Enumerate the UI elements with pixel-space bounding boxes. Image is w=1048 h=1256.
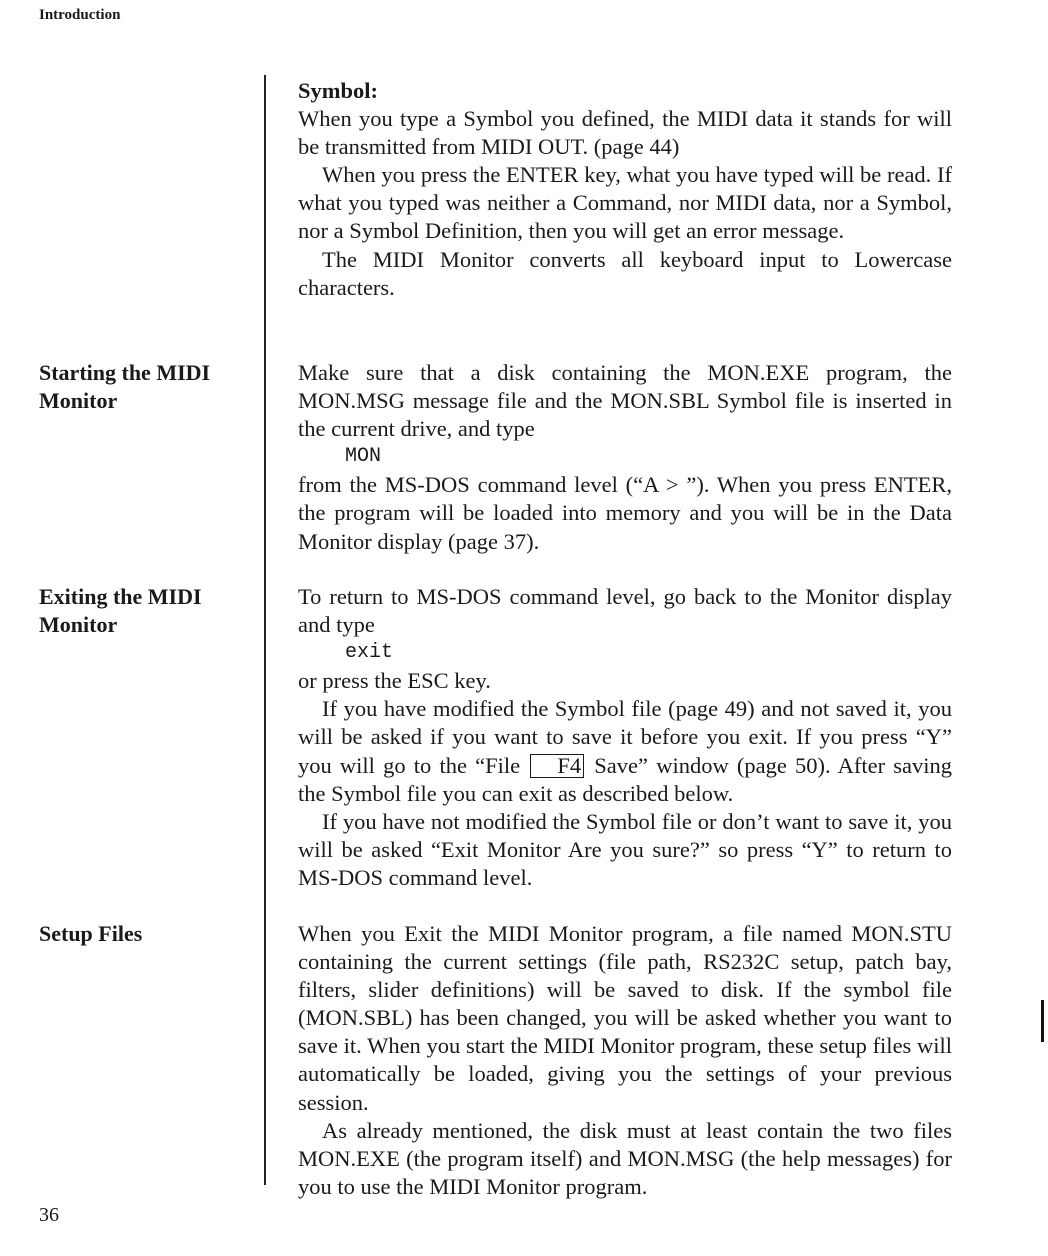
symbol-paragraph-3: The MIDI Monitor converts all keyboard input to Lowercase characters. <box>298 246 952 300</box>
scan-edge-mark <box>1041 1000 1044 1042</box>
starting-side-heading: Starting the MIDI Monitor <box>39 360 211 413</box>
column-rule <box>264 75 266 1185</box>
exiting-paragraph-3 <box>298 695 952 807</box>
setup-section <box>298 920 952 1201</box>
exiting-side-heading: Exiting the MIDI Monitor <box>39 584 202 637</box>
command-mon: MON <box>345 445 382 469</box>
exiting-paragraph-1: To return to MS-DOS command level, go back to the Monitor display and type <box>298 584 952 638</box>
symbol-paragraph-1: When you type a Symbol you defined, the MIDI data it stands for will be transmitted from MIDI OUT. (page 44) <box>298 106 952 160</box>
starting-paragraph-2: from the MS-DOS command level (“A > ”). When you press ENTER, the program will be loaded into memory and you will be in the Data Monitor display (page 37). <box>298 472 952 554</box>
starting-paragraph-1: Make sure that a disk containing the MON.EXE program, the MON.MSG message file and the MON.SBL Symbol file is inserted in the current drive, and type <box>298 360 952 442</box>
setup-side-heading: Setup Files <box>39 921 143 946</box>
setup-paragraph-1: When you Exit the MIDI Monitor program, a file named MON.STU containing the current settings (file path, RS232C setup, patch bay, filters, slider definitions) will be saved to disk. If the symbol file (MON.SBL) has been changed, you will be asked whether you want to save it. When you start the MIDI Monitor program, these setup files will automatically be loaded, giving you the settings of your previous session. <box>298 921 952 1115</box>
setup-paragraph-2: As already mentioned, the disk must at least contain the two files MON.EXE (the program itself) and MON.MSG (the help messages) for you to use the MIDI Monitor program. <box>298 1117 952 1199</box>
symbol-paragraph-2: When you press the ENTER key, what you have typed will be read. If what you typed was neither a Command, nor MIDI data, nor a Symbol, nor a Symbol Definition, then you will get an error message. <box>298 162 952 244</box>
exiting-paragraph-4: If you have not modified the Symbol file or don’t want to save it, you will be asked “Exit Monitor Are you sure?” so press “Y” to return to MS-DOS command level. <box>298 808 952 890</box>
symbol-title: Symbol: <box>298 78 379 103</box>
symbol-section <box>298 77 952 302</box>
page-number: 36 <box>39 1204 59 1226</box>
exiting-paragraph-3-end: Save” window (page 50). After saving the Symbol file you can exit as described below. <box>298 752 953 806</box>
exiting-paragraph-2: or press the ESC key. <box>298 668 491 694</box>
running-head: Introduction <box>39 7 121 23</box>
f4-key-label: F4 <box>530 754 584 778</box>
command-exit: exit <box>345 641 394 665</box>
exiting-paragraph-3-start: If you have modified the Symbol file (page 49) and not saved it, you will be asked if you want to save it before you exit. If you press “Y” you will go to the “File <box>298 696 952 778</box>
starting-section <box>298 359 952 556</box>
exiting-section <box>298 583 952 892</box>
